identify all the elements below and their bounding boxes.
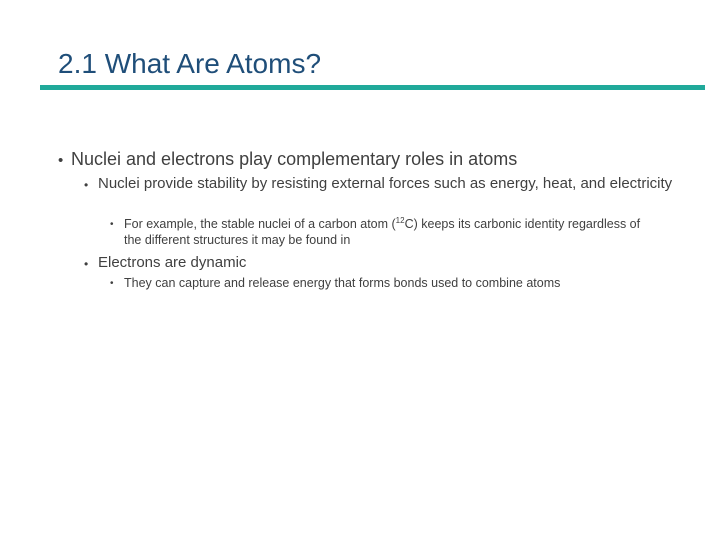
bullet-text (110, 216, 650, 248)
bullet-text: Electrons are dynamic (98, 254, 247, 271)
title-underline (40, 85, 705, 90)
bullet-level-3 (110, 216, 650, 248)
isotope-superscript: 12 (395, 215, 405, 225)
bullet-dot-icon: • (84, 178, 89, 192)
bullet-dot-icon: • (58, 152, 64, 169)
bullet-level-3 (110, 275, 670, 291)
bullet-dot-icon: • (110, 278, 114, 289)
bullet-text-part: For example, the stable nuclei of a carbon atom ( (124, 217, 396, 231)
slide-title: 2.1 What Are Atoms? (58, 48, 322, 79)
bullet-text: Nuclei provide stability by resisting external forces such as energy, heat, and electricity (98, 175, 673, 192)
bullet-dot-icon: • (84, 257, 89, 271)
bullet-level-1 (58, 149, 678, 170)
bullet-text: They can capture and release energy that forms bonds used to combine atoms (124, 276, 561, 290)
bullet-text-part: C) keeps its carbonic identity regardless of the different structures it may be found in (124, 217, 641, 247)
bullet-level-2 (84, 175, 684, 193)
bullet-dot-icon: • (110, 219, 114, 230)
bullet-level-2 (84, 254, 684, 272)
bullet-text: Nuclei and electrons play complementary roles in atoms (71, 149, 518, 169)
